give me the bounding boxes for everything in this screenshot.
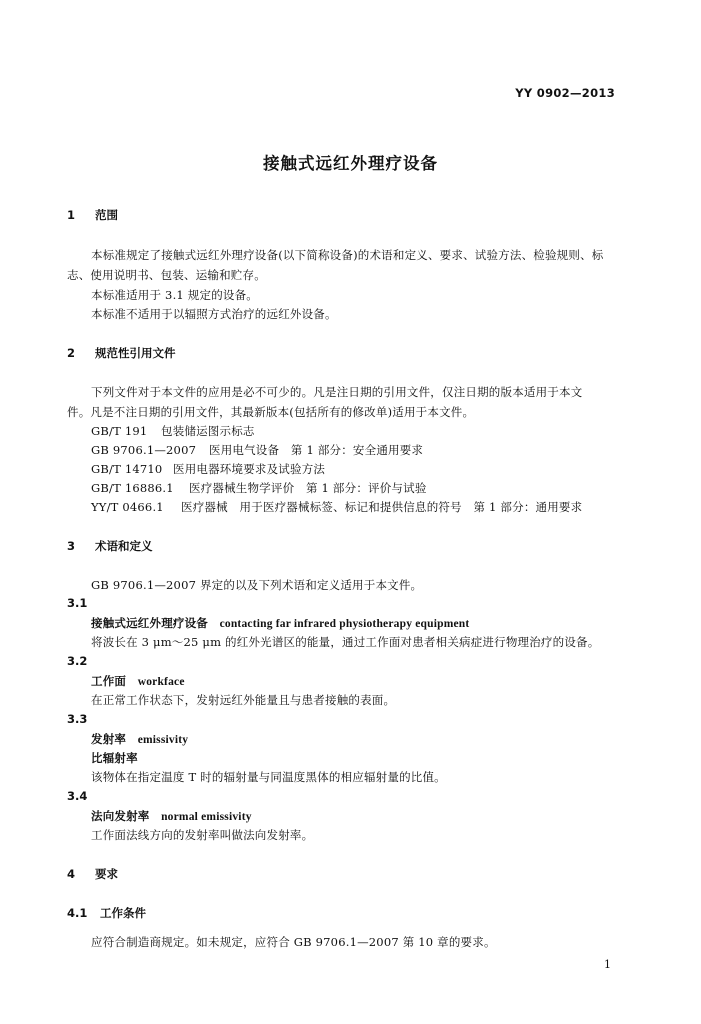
section-number: 4 [67, 867, 76, 881]
term-definition: 该物体在指定温度 T 时的辐射量与同温度黑体的相应辐射量的比值。 [91, 770, 446, 784]
term-number: 3.1 [67, 596, 88, 610]
reference-item [91, 480, 427, 496]
reference-code: YY/T 0466.1 [91, 500, 164, 514]
term-en: emissivity [137, 734, 189, 746]
section-title: 要求 [95, 867, 118, 881]
section-2-heading [67, 345, 176, 361]
term-en: contacting far infrared physiotherapy equipment [219, 618, 470, 630]
section-title: 术语和定义 [95, 539, 153, 553]
section-title: 范围 [95, 208, 118, 222]
paragraph: 志、使用说明书、包装、运输和贮存。 [67, 268, 266, 282]
term-number: 3.2 [67, 654, 88, 668]
section-number: 3 [67, 539, 76, 553]
paragraph: GB 9706.1—2007 界定的以及下列术语和定义适用于本文件。 [91, 578, 423, 592]
section-3-heading [67, 538, 153, 554]
term-entry [91, 673, 185, 689]
reference-title: 包装储运图示标志 [161, 424, 255, 438]
document-title: 接触式远红外理疗设备 [263, 154, 438, 173]
page-number: 1 [604, 958, 611, 971]
section-4-heading [67, 866, 118, 882]
term-number: 3.3 [67, 712, 88, 726]
reference-item [91, 423, 255, 439]
term-entry [91, 615, 469, 631]
term-en: workface [137, 676, 185, 688]
term-entry [91, 808, 252, 824]
reference-title: 医疗器械 用于医疗器械标签、标记和提供信息的符号 第 1 部分：通用要求 [181, 500, 583, 514]
subsection-title: 工作条件 [100, 906, 146, 920]
term-definition: 将波长在 3 μm～25 μm 的红外光谱区的能量，通过工作面对患者相关病症进行物理治疗的设备。 [91, 635, 600, 649]
reference-item [91, 499, 582, 515]
term-definition: 工作面法线方向的发射率叫做法向发射率。 [91, 828, 314, 842]
reference-code: GB/T 14710 [91, 462, 163, 476]
reference-title: 医疗器械生物学评价 第 1 部分：评价与试验 [189, 481, 427, 495]
term-definition: 在正常工作状态下，发射远红外能量且与患者接触的表面。 [91, 693, 396, 707]
reference-code: GB/T 16886.1 [91, 481, 174, 495]
subsection-number: 4.1 [67, 906, 88, 920]
standard-number: YY 0902—2013 [515, 86, 615, 100]
paragraph: 本标准不适用于以辐照方式治疗的远红外设备。 [91, 307, 337, 321]
section-number: 1 [67, 208, 76, 222]
section-1-heading [67, 207, 118, 223]
term-cn: 接触式远红外理疗设备 [91, 616, 208, 630]
term-cn: 工作面 [91, 674, 127, 688]
paragraph: 本标准规定了接触式远红外理疗设备(以下简称设备)的术语和定义、要求、试验方法、检验规则、标 [91, 248, 604, 262]
paragraph: 下列文件对于本文件的应用是必不可少的。凡是注日期的引用文件，仅注日期的版本适用于本文 [91, 385, 583, 399]
section-title: 规范性引用文件 [95, 346, 176, 360]
term-entry [91, 731, 188, 747]
section-number: 2 [67, 346, 76, 360]
reference-title: 医用电气设备 第 1 部分：安全通用要求 [209, 443, 424, 457]
reference-item [91, 442, 423, 458]
reference-code: GB 9706.1—2007 [91, 443, 197, 457]
subsection-4-1-heading [67, 905, 146, 921]
term-en: normal emissivity [161, 811, 252, 823]
term-cn: 发射率 [91, 732, 127, 746]
reference-title: 医用电器环境要求及试验方法 [173, 462, 326, 476]
paragraph: 件。凡是不注日期的引用文件，其最新版本(包括所有的修改单)适用于本文件。 [67, 405, 475, 419]
reference-item [91, 461, 325, 477]
term-cn: 法向发射率 [91, 809, 150, 823]
reference-code: GB/T 191 [91, 424, 148, 438]
term-synonym: 比辐射率 [91, 751, 138, 765]
paragraph: 本标准适用于 3.1 规定的设备。 [91, 288, 258, 302]
term-number: 3.4 [67, 789, 88, 803]
paragraph: 应符合制造商规定。如未规定，应符合 GB 9706.1—2007 第 10 章的要求。 [91, 935, 496, 949]
